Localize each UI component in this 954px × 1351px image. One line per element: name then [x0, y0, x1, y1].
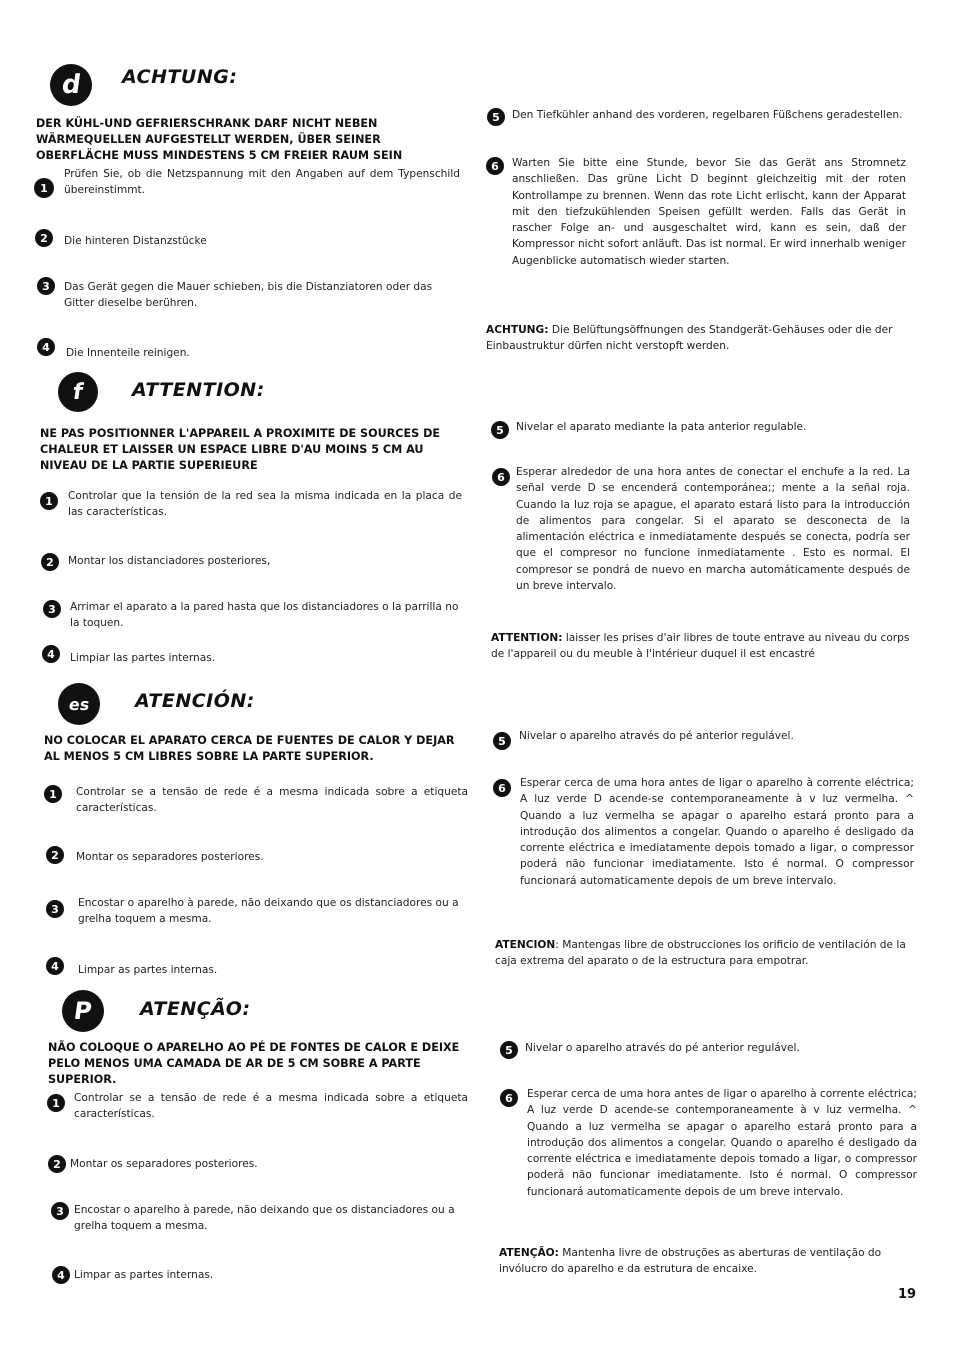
step-number-icon: 6: [493, 779, 511, 797]
step-text: Controlar se a tensão de rede é a mesma indicada sobre a etiqueta características.: [74, 1092, 468, 1121]
step-text: Die Innenteile reinigen.: [66, 347, 190, 359]
step-text: Den Tiefkühler anhand des vorderen, regelbaren Füßchens geradestellen.: [512, 109, 903, 121]
step-number-icon: 2: [35, 229, 53, 247]
page-number: 19: [898, 1287, 917, 1302]
step-number-icon: 4: [42, 645, 60, 663]
section-title-fr: ATTENTION:: [132, 379, 265, 401]
warning-es: NO COLOCAR EL APARATO CERCA DE FUENTES DE CALOR Y DEJAR AL MENOS 5 CM LIBRES SOBRE LA PARTE SUPERIOR.: [44, 734, 455, 763]
step-text: Esperar alrededor de una hora antes de conectar el enchufe a la red. La señal verde D se encenderá contemporánea;; mente a la señal roja. Cuando la luz roja se apague, el aparato estará listo para la introducción de alimentos para congelar. Si el aparato se desconecta de la alimentación eléctrica e inmediatamente después se conecta, podría ser que el compresor no funcione inmediatamente . Esto es normal. El compresor se pondrá de nuevo en marcha automáticamente después de un breve intervalo.: [516, 466, 910, 593]
step-text: Die hinteren Distanzstücke: [64, 235, 207, 247]
language-logo-es: es: [58, 683, 100, 725]
step-number-icon: 2: [46, 846, 64, 864]
section-title-es: ATENCIÓN:: [135, 690, 255, 712]
step-text: Encostar o aparelho à parede, não deixando que os distanciadores ou a grelha toquem a mesma.: [78, 897, 459, 926]
step-number-icon: 5: [493, 732, 511, 750]
step-text: Controlar se a tensão de rede é a mesma indicada sobre a etiqueta características.: [76, 786, 468, 815]
warning-fr: NE PAS POSITIONNER L'APPAREIL A PROXIMITE DE SOURCES DE CHALEUR ET LAISSER UN ESPACE LIBRE D'AU MOINS 5 CM AU NIVEAU DE LA PARTIE SUPERIEURE: [40, 427, 441, 472]
step-number-icon: 4: [46, 957, 64, 975]
step-number-icon: 2: [48, 1155, 66, 1173]
step-number-icon: 1: [47, 1094, 65, 1112]
step-text: Limpiar las partes internas.: [70, 652, 216, 664]
note-text: : Mantengas libre de obstrucciones los orificio de ventilación de la caja extrema del aparato o de la estructura para empotrar.: [495, 939, 906, 968]
step-text: Esperar cerca de uma hora antes de ligar o aparelho à corrente eléctrica; A luz verde D acende-se contemporaneamente à v luz vermelha. ^ Quando a luz vermelha se apagar o aparelho estará pronto para a introdução dos alimentos a congelar. Quando o aparelho é desligado da corrente eléctrica e imediatamente depois tomado a ligar, o compressor poderá não funcionar imediatamente. Isto é normal. O compressor funcionará automaticamente depois de um breve intervalo.: [520, 777, 914, 887]
step-text: Nivelar o aparelho através do pé anterior regulável.: [525, 1042, 800, 1054]
step-text: Limpar as partes internas.: [78, 964, 218, 976]
step-text: Esperar cerca de uma hora antes de ligar o aparelho à corrente eléctrica; A luz verde D acende-se contemporaneamente à v luz vermelha. ^ Quando a luz vermelha se apagar o aparelho estará pronto para a introdução dos alimentos a congelar. Quando o aparelho é desligado da corrente eléctrica e imediatamente depois tomado a ligar, o compressor poderá não funcionar imediatamente. Isto é normal. O compressor funcionará automaticamente depois de um breve intervalo.: [527, 1088, 917, 1198]
step-text: Prüfen Sie, ob die Netzspannung mit den Angaben auf dem Typenschild übereinstimmt.: [64, 168, 460, 197]
note-label: ACHTUNG:: [486, 324, 549, 336]
step-number-icon: 3: [43, 600, 61, 618]
step-text: Das Gerät gegen die Mauer schieben, bis die Distanziatoren oder das Gitter dieselbe berühren.: [64, 281, 433, 310]
note-label: ATENCION: [495, 939, 556, 951]
step-text: Nivelar el aparato mediante la pata anterior regulable.: [516, 421, 807, 433]
step-text: Warten Sie bitte eine Stunde, bevor Sie das Gerät ans Stromnetz anschließen. Das grüne Licht D beginnt gleichzeitig mit der roten Kontrollampe zu brennen. Wenn das rote Licht erlischt, kann der Apparat mit den tiefzukühlenden Speisen gefüllt werden. Falls das Gerät in rascher Folge an- und ausgeschaltet wird, kann es sein, daß der Kompressor nicht sofort anläuft. Das ist normal. Er wird innerhalb weniger Augenblicke automatisch wieder starten.: [512, 157, 906, 267]
step-text: Nivelar o aparelho através do pé anterior regulável.: [519, 730, 794, 742]
language-logo-de: d: [50, 64, 92, 106]
step-text: Montar os separadores posteriores.: [70, 1158, 258, 1170]
step-text: Arrimar el aparato a la pared hasta que los distanciadores o la parrilla no la toquen.: [70, 601, 459, 630]
note-text: Mantenha livre de obstruções as aberturas de ventilação do invólucro do aparelho e da estrutura de encaixe.: [499, 1247, 882, 1276]
note-fr: [491, 630, 911, 663]
language-logo-fr: f: [58, 372, 98, 412]
step-text: Montar los distanciadores posteriores,: [68, 555, 271, 567]
note-de: [486, 322, 910, 355]
step-text: Montar os separadores posteriores.: [76, 851, 264, 863]
step-number-icon: 5: [491, 421, 509, 439]
warning-de: DER KÜHL-UND GEFRIERSCHRANK DARF NICHT NEBEN WÄRMEQUELLEN AUFGESTELLT WERDEN, ÜBER SEINER OBERFLÄCHE MUSS MINDESTENS 5 CM FREIER RAUM SEIN: [36, 117, 403, 162]
note-label: ATTENTION:: [491, 632, 563, 644]
step-number-icon: 3: [46, 900, 64, 918]
step-text: Encostar o aparelho à parede, não deixando que os distanciadores ou a grelha toquem a mesma.: [74, 1204, 455, 1233]
step-text: Limpar as partes internas.: [74, 1269, 214, 1281]
step-number-icon: 6: [492, 468, 510, 486]
warning-pt: NÃO COLOQUE O APARELHO AO PÉ DE FONTES DE CALOR E DEIXE PELO MENOS UMA CAMADA DE AR DE 5 CM SOBRE A PARTE SUPERIOR.: [48, 1041, 460, 1086]
step-number-icon: 5: [487, 108, 505, 126]
step-text: Controlar que la tensión de la red sea la misma indicada en la placa de las características.: [68, 490, 462, 519]
step-number-icon: 6: [486, 157, 504, 175]
step-number-icon: 4: [52, 1266, 70, 1284]
note-text: laisser les prises d'air libres de toute entrave au niveau du corps de l'appareil ou du meuble à l'intérieur duquel il est encastré: [491, 632, 910, 661]
step-number-icon: 3: [51, 1202, 69, 1220]
step-number-icon: 2: [41, 553, 59, 571]
language-logo-pt: P: [62, 990, 104, 1032]
step-number-icon: 1: [34, 178, 54, 198]
step-number-icon: 1: [40, 492, 58, 510]
note-es: [495, 937, 915, 970]
step-number-icon: 5: [500, 1041, 518, 1059]
section-title-de: ACHTUNG:: [122, 66, 238, 88]
note-pt: [499, 1245, 919, 1278]
step-number-icon: 4: [37, 338, 55, 356]
note-label: ATENÇÃO:: [499, 1247, 559, 1259]
step-number-icon: 1: [44, 785, 62, 803]
note-text: Die Belüftungsöffnungen des Standgerät-Gehäuses oder die der Einbaustruktur dürfen nicht verstopft werden.: [486, 324, 893, 353]
step-number-icon: 6: [500, 1089, 518, 1107]
section-title-pt: ATENÇÃO:: [140, 998, 251, 1020]
step-number-icon: 3: [37, 277, 55, 295]
